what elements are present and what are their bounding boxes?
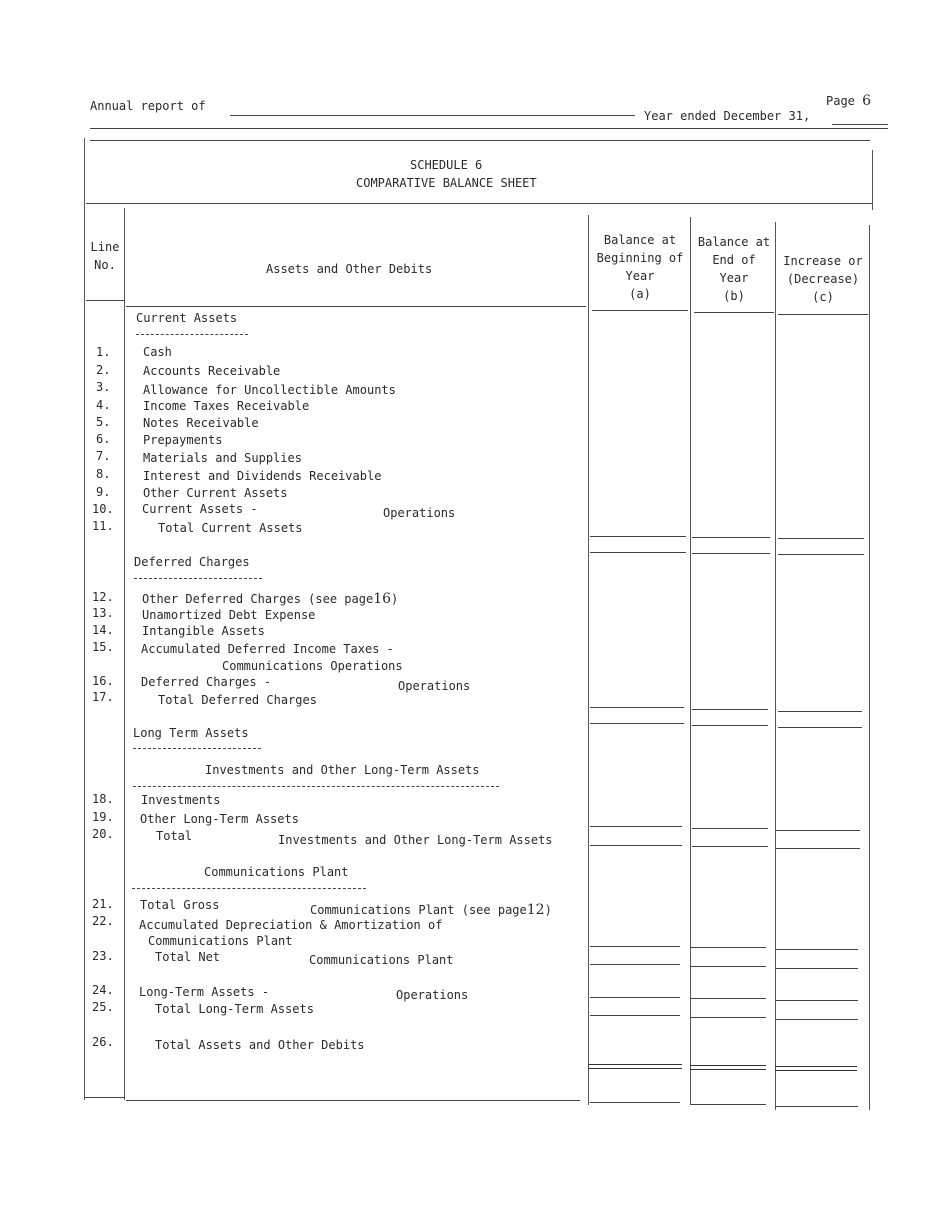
line-no-13: 13. [92,606,114,620]
bottom-rule-c [776,1106,858,1107]
page-ref-12: 12 [526,902,545,918]
section-current-assets: Current Assets [136,311,238,325]
title-rule [86,203,872,204]
total-rule-c-17 [778,711,862,712]
grand-total-rule-c [775,1066,857,1071]
line-no-3: 3. [96,380,111,394]
total-rule2-a-23 [590,964,680,965]
row-label-current-assets-ops: Current Assets - [142,502,258,516]
line-no-15: 15. [92,640,114,654]
total-rule2-a-17 [590,723,684,724]
line-no-20: 20. [92,827,114,841]
col-a-left-rule [588,215,589,1105]
col-b-header-line3: Year [719,271,749,285]
line-no-6: 6. [96,432,111,446]
line-no-24: 24. [92,983,114,997]
row-label-deferred-charges-ops: Deferred Charges - [141,675,272,689]
line-no-11: 11. [92,519,114,533]
row-label-other-long-term-assets: Other Long-Term Assets [140,812,299,826]
line-no-16: 16. [92,674,114,688]
row-label-allowance: Allowance for Uncollectible Amounts [143,383,396,397]
line-no-header [84,238,126,274]
row-label-total-deferred-charges: Total Deferred Charges [158,693,317,707]
section-deferred-charges-underline [134,578,262,579]
row-label-accum-depreciation-2: Communications Plant [148,934,293,948]
line-no-17: 17. [92,690,114,704]
bottom-rule-b [690,1104,766,1105]
total-rule2-c-17 [778,727,862,728]
total-rule-b-20 [692,828,768,829]
line-no-23: 23. [92,949,114,963]
col-a-header-line2: Beginning of [596,251,684,265]
line-header-text: Line [90,240,120,254]
row-label-total-long-term-assets: Total Long-Term Assets [155,1002,314,1016]
bottom-rule-desc [126,1100,580,1101]
header-rule-a [592,310,688,311]
line-no-14: 14. [92,623,114,637]
total-rule-b-25 [690,998,766,999]
total-rule-a-25 [590,997,680,998]
close-paren-21: ) [544,903,552,917]
total-rule2-b-11 [692,553,770,554]
close-paren-12: ) [391,592,399,606]
line-no-8: 8. [96,467,111,481]
line-no-7: 7. [96,449,111,463]
line-no-19: 19. [92,810,114,824]
line-no-4: 4. [96,398,111,412]
col-c-header-line1: Increase or [783,254,863,268]
col-a-header-line1: Balance at [603,233,677,247]
year-field[interactable] [832,124,888,125]
section-long-term-assets-underline [133,748,261,749]
total-rule-a-20 [590,826,682,827]
total-rule2-a-20 [590,845,682,846]
row-label-unamortized-debt: Unamortized Debt Expense [142,608,316,622]
total-rule-c-25 [776,1000,858,1001]
col-c-left-rule [775,222,776,1110]
top-rule [90,128,888,129]
row-label-notes-receivable: Notes Receivable [143,416,259,430]
total-rule-b-23 [690,947,766,948]
row-label-total-investments: Total [156,829,193,843]
subsection-communications-plant: Communications Plant [204,865,349,879]
row-label-other-deferred-charges [142,591,398,607]
frame-right [872,150,873,210]
total-rule-a-17 [590,707,684,708]
row-label-prepayments: Prepayments [143,433,223,447]
schedule-title: SCHEDULE 6 [410,158,483,172]
row-label-accum-deferred-taxes-2: Communications Operations [222,659,403,673]
row-label-investments: Investments [141,793,221,807]
annual-report-label: Annual report of [90,99,206,113]
col-a-header [590,231,690,303]
subsection-comm-plant-underline [132,888,366,889]
year-ended-label: Year ended December 31, [644,109,811,123]
total-rule-a-11 [590,536,686,537]
row-label-current-assets-ops-2: Operations [383,506,456,520]
col-a-header-line3: Year [625,269,655,283]
grand-total-rule-a [588,1064,682,1069]
total-rule2-b-25 [690,1017,766,1018]
total-rule2-b-20 [692,846,768,847]
row-label-total-gross-text: Communications Plant (see page [310,903,527,917]
col-c-header-line2: (Decrease) [786,272,860,286]
header-rule-desc [126,306,586,307]
bottom-rule-line-col [84,1097,124,1098]
section-current-assets-underline [136,334,248,335]
section-deferred-charges: Deferred Charges [134,555,250,569]
col-c-header [777,252,869,306]
line-no-col-rule [124,208,125,1100]
header-rule-b [694,312,774,313]
line-no-5: 5. [96,415,111,429]
row-label-accounts-receivable: Accounts Receivable [143,364,281,378]
subsection-investments-underline [133,786,499,787]
col-c-header-line3: (c) [812,290,834,304]
total-rule-c-23 [776,949,858,950]
total-rule-c-11 [778,538,864,539]
row-label-total-gross: Total Gross [140,898,220,912]
total-rule2-c-23 [776,968,858,969]
row-label-deferred-charges-ops-2: Operations [398,679,471,693]
frame-left [84,138,85,1100]
row-label-long-term-assets-ops-2: Operations [396,988,469,1002]
page-ref-16: 16 [373,591,392,607]
total-rule-a-23 [590,946,680,947]
no-header-text: No. [94,258,116,272]
page-number: 6 [862,93,872,109]
col-b-left-rule [690,217,691,1105]
col-c-right-rule [869,225,870,1110]
row-label-total-assets: Total Assets and Other Debits [155,1038,365,1052]
page-label: Page 6 [826,93,872,109]
header-rule-line-col [86,300,124,301]
row-label-interest-dividends: Interest and Dividends Receivable [143,469,382,483]
row-label-other-current-assets: Other Current Assets [143,486,288,500]
total-rule-b-17 [692,709,768,710]
description-header: Assets and Other Debits [266,262,433,276]
schedule-subtitle: COMPARATIVE BALANCE SHEET [356,176,537,190]
total-rule2-b-23 [690,966,766,967]
row-label-total-investments-2: Investments and Other Long-Term Assets [278,833,553,847]
total-rule2-a-25 [590,1015,680,1016]
header-rule-c [778,314,868,315]
line-no-1: 1. [96,345,111,359]
row-label-accum-deferred-taxes: Accumulated Deferred Income Taxes - [141,642,394,656]
row-label-total-net: Total Net [155,950,221,964]
col-b-header-line2: End of [712,253,756,267]
col-b-header-line4: (b) [723,289,745,303]
line-no-10: 10. [92,502,114,516]
row-label-income-taxes-receivable: Income Taxes Receivable [143,399,310,413]
frame-top [90,140,870,141]
total-rule-c-20 [776,830,860,831]
total-rule2-b-17 [692,725,768,726]
line-no-12: 12. [92,590,114,604]
total-rule2-c-11 [778,554,864,555]
col-a-header-line4: (a) [629,287,651,301]
row-label-other-deferred-text: Other Deferred Charges (see page [142,592,374,606]
row-label-cash: Cash [143,345,172,359]
subsection-investments: Investments and Other Long-Term Assets [205,763,480,777]
bottom-rule-a [590,1102,680,1103]
line-no-26: 26. [92,1035,114,1049]
row-label-total-current-assets: Total Current Assets [158,521,303,535]
row-label-accum-depreciation: Accumulated Depreciation & Amortization of [139,918,443,932]
line-no-18: 18. [92,792,114,806]
section-long-term-assets: Long Term Assets [133,726,249,740]
col-b-header-line1: Balance at [697,235,771,249]
line-no-22: 22. [92,914,114,928]
total-rule2-c-25 [776,1019,858,1020]
grand-total-rule-b [690,1065,766,1070]
row-label-materials-supplies: Materials and Supplies [143,451,302,465]
row-label-total-gross-2 [310,902,552,918]
total-rule2-a-11 [590,552,686,553]
row-label-long-term-assets-ops: Long-Term Assets - [139,985,270,999]
row-label-intangible-assets: Intangible Assets [142,624,265,638]
line-no-2: 2. [96,363,111,377]
line-no-21: 21. [92,897,114,911]
line-no-25: 25. [92,1000,114,1014]
row-label-total-net-2: Communications Plant [309,953,454,967]
reporter-name-field[interactable] [230,115,635,116]
line-no-9: 9. [96,485,111,499]
col-b-header [692,233,776,305]
total-rule2-c-20 [776,848,860,849]
total-rule-b-11 [692,537,770,538]
